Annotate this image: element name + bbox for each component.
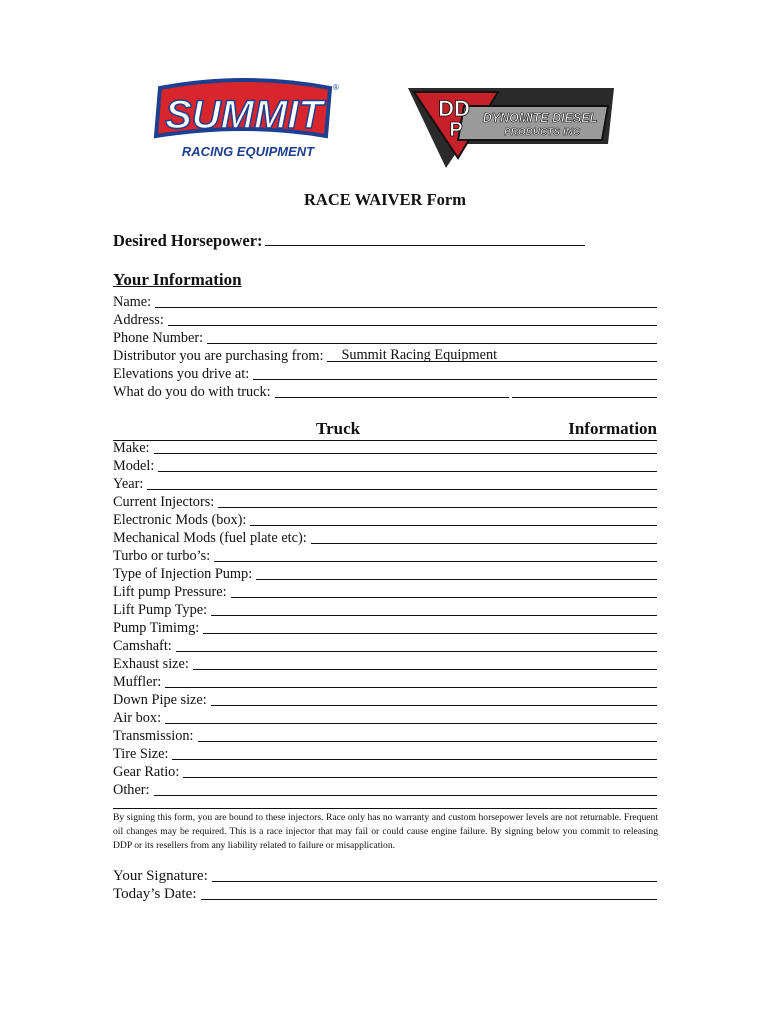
model-field[interactable] <box>113 456 657 474</box>
truck-heading-left: Truck <box>316 419 361 438</box>
elevations-line[interactable] <box>253 366 657 380</box>
elevations-field[interactable] <box>113 364 657 382</box>
camshaft-label: Camshaft: <box>113 638 172 654</box>
tire-size-line[interactable] <box>172 746 657 760</box>
truck-usage-line[interactable] <box>275 384 509 398</box>
make-line[interactable] <box>154 440 657 454</box>
model-label: Model: <box>113 458 155 474</box>
pump-timing-line[interactable] <box>203 620 657 634</box>
year-label: Year: <box>113 476 144 492</box>
distributor-label: Distributor you are purchasing from: <box>113 348 324 364</box>
year-line[interactable] <box>147 476 657 490</box>
current-injectors-line[interactable] <box>218 494 657 508</box>
muffler-label: Muffler: <box>113 674 162 690</box>
air-box-label: Air box: <box>113 710 162 726</box>
desired-horsepower-label: Desired Horsepower: <box>113 231 263 250</box>
distributor-value: Summit Racing Equipment <box>341 347 498 363</box>
gear-ratio-line[interactable] <box>183 764 657 778</box>
summit-brand-text: SUMMIT <box>165 93 323 137</box>
make-label: Make: <box>113 440 150 456</box>
mechanical-mods-field[interactable] <box>113 528 657 546</box>
truck-usage-field[interactable] <box>113 382 657 400</box>
distributor-line[interactable] <box>327 348 657 362</box>
injection-pump-label: Type of Injection Pump: <box>113 566 253 582</box>
your-information-heading: Your Information <box>113 270 242 289</box>
pump-timing-field[interactable] <box>113 618 657 636</box>
ddp-line2-text: PRODUCTS INC <box>503 127 581 138</box>
name-field[interactable] <box>113 292 657 310</box>
lift-pump-type-label: Lift Pump Type: <box>113 602 208 618</box>
address-field[interactable] <box>113 310 657 328</box>
address-label: Address: <box>113 312 164 328</box>
other-label: Other: <box>113 782 150 798</box>
pump-timing-label: Pump Timimg: <box>113 620 200 636</box>
truck-heading-right: Information <box>568 419 657 438</box>
turbo-label: Turbo or turbo’s: <box>113 548 211 564</box>
phone-number-label: Phone Number: <box>113 330 204 346</box>
air-box-field[interactable] <box>113 708 657 726</box>
muffler-field[interactable] <box>113 672 657 690</box>
name-label: Name: <box>113 294 152 310</box>
gear-ratio-label: Gear Ratio: <box>113 764 180 780</box>
todays-date-label: Today’s Date: <box>113 886 197 902</box>
ddp-line1-text: DYNOMITE DIESEL <box>482 111 598 125</box>
year-field[interactable] <box>113 474 657 492</box>
muffler-line[interactable] <box>165 674 657 688</box>
distributor-field[interactable] <box>113 346 657 364</box>
transmission-line[interactable] <box>198 728 657 742</box>
air-box-line[interactable] <box>165 710 657 724</box>
electronic-mods-label: Electronic Mods (box): <box>113 512 247 528</box>
tire-size-label: Tire Size: <box>113 746 169 762</box>
electronic-mods-line[interactable] <box>250 512 657 526</box>
tire-size-field[interactable] <box>113 744 657 762</box>
down-pipe-size-label: Down Pipe size: <box>113 692 207 708</box>
other-field[interactable] <box>113 780 657 798</box>
signature-label: Your Signature: <box>113 868 208 884</box>
ddp-dynomite-diesel-logo <box>402 84 616 170</box>
desired-horsepower-line[interactable] <box>265 231 585 246</box>
address-line[interactable] <box>168 312 657 326</box>
mechanical-mods-line[interactable] <box>311 530 657 544</box>
make-field[interactable] <box>113 438 657 456</box>
current-injectors-field[interactable] <box>113 492 657 510</box>
exhaust-size-line[interactable] <box>193 656 657 670</box>
registered-mark: ® <box>333 83 339 92</box>
todays-date-field[interactable] <box>113 884 657 902</box>
exhaust-size-label: Exhaust size: <box>113 656 189 672</box>
signature-field[interactable] <box>113 866 657 884</box>
form-title: RACE WAIVER Form <box>304 190 466 209</box>
transmission-field[interactable] <box>113 726 657 744</box>
name-line[interactable] <box>155 294 657 308</box>
elevations-label: Elevations you drive at: <box>113 366 250 382</box>
ddp-initials-bottom: P <box>449 119 463 141</box>
down-pipe-size-field[interactable] <box>113 690 657 708</box>
disclaimer-divider <box>113 808 657 809</box>
model-line[interactable] <box>158 458 657 472</box>
ddp-initials-top: DD <box>438 96 470 121</box>
lift-pump-type-field[interactable] <box>113 600 657 618</box>
summit-subtitle-text: RACING EQUIPMENT <box>181 144 315 159</box>
turbo-line[interactable] <box>214 548 657 562</box>
down-pipe-size-line[interactable] <box>211 692 657 706</box>
lift-pump-pressure-line[interactable] <box>231 584 657 598</box>
electronic-mods-field[interactable] <box>113 510 657 528</box>
desired-horsepower-row <box>113 231 585 251</box>
truck-usage-line-extra[interactable] <box>512 384 657 398</box>
todays-date-line[interactable] <box>201 886 657 900</box>
summit-racing-logo <box>150 78 340 170</box>
phone-number-line[interactable] <box>207 330 657 344</box>
camshaft-line[interactable] <box>176 638 657 652</box>
exhaust-size-field[interactable] <box>113 654 657 672</box>
lift-pump-pressure-label: Lift pump Pressure: <box>113 584 227 600</box>
camshaft-field[interactable] <box>113 636 657 654</box>
turbo-field[interactable] <box>113 546 657 564</box>
truck-usage-label: What do you do with truck: <box>113 384 271 400</box>
phone-number-field[interactable] <box>113 328 657 346</box>
lift-pump-type-line[interactable] <box>211 602 657 616</box>
transmission-label: Transmission: <box>113 728 194 744</box>
injection-pump-field[interactable] <box>113 564 657 582</box>
disclaimer-text: By signing this form, you are bound to these injectors. Race only has no warranty and custom horsepower levels are not returnable. Frequent oil changes may be required. This is a race injector that may fail or could cause engine failure. By signing below you commit to releasing DDP or its resellers from any liability related to failure or misapplication. <box>113 812 658 851</box>
mechanical-mods-label: Mechanical Mods (fuel plate etc): <box>113 530 307 546</box>
injection-pump-line[interactable] <box>256 566 657 580</box>
current-injectors-label: Current Injectors: <box>113 494 215 510</box>
other-line[interactable] <box>154 782 657 796</box>
signature-line[interactable] <box>212 868 657 882</box>
gear-ratio-field[interactable] <box>113 762 657 780</box>
lift-pump-pressure-field[interactable] <box>113 582 657 600</box>
